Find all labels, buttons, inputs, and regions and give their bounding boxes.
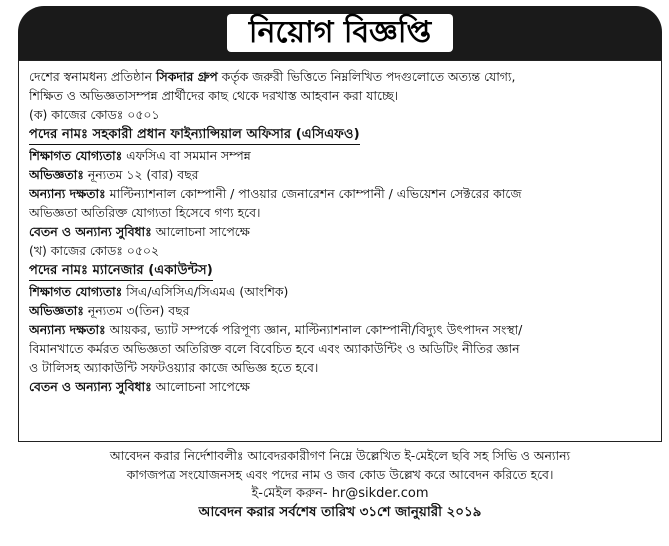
content-box [18,60,662,442]
job1-experience [29,165,651,184]
email-label: ই-মেইল করুন- [251,486,332,501]
job2-salary [29,377,651,396]
label: শিক্ষাগত যোগ্যতাঃ [29,148,123,163]
job2-code: (খ) কাজের কোডঃ ০৫০২ [29,243,159,258]
deadline: আবেদন করার সর্বশেষ তারিখ ৩১শে জানুয়ারী ২০১৯ [198,505,482,520]
job2-skills-cont: ও টালিসহ অ্যাকাউন্টি সফটওয়্যার কাজে অভিজ্ঞ হতে হবে। [29,360,319,375]
job2-experience [29,301,651,320]
email-link[interactable]: hr@sikder.com [331,486,429,501]
intro-text: দেশের স্বনামধন্য প্রতিষ্ঠান [29,69,156,84]
value: মাল্টিন্যাশনাল কোম্পানী / পাওয়ার জেনারেশন কোম্পানী / এভিয়েশন সেক্টরের কাজে [105,186,522,201]
intro-line-2: শিক্ষিত ও অভিজ্ঞতাসম্পন্ন প্রার্থীদের কাছ থেকে দরখাস্ত আহবান করা যাচ্ছে। [29,88,399,103]
value: নূন্যতম ৩(তিন) বছর [83,303,190,318]
value: নূন্যতম ১২ (বার) বছর [83,167,199,182]
instruction-line-1: আবেদন করার নির্দেশাবলীঃ আবেদরকারীগণ নিম্নে উল্লেখিত ই-মেইলে ছবি সহ সিভি ও অন্যান্য [109,448,571,463]
value: আলোচনা সাপেক্ষে [151,379,250,394]
page-title: নিয়োগ বিজ্ঞপ্তি [227,14,453,52]
email-line [18,484,662,503]
value: সিএ/এসিসিএ/সিএমএ (আংশিক) [122,284,289,299]
intro-line-1 [29,67,651,86]
job1-skills [29,184,651,203]
intro-text: কর্তৃক জরুরী ভিত্তিতে নিম্নলিখিত পদগুলোতে অত্যন্ত যোগ্য, [217,69,516,84]
label: অন্যান্য দক্ষতাঃ [29,186,106,201]
job1-education [29,146,651,165]
header-banner [18,6,662,60]
value: আলোচনা সাপেক্ষে [151,224,250,239]
job2-skills-cont: বিমানখাতে কর্মরত অভিজ্ঞতা অতিরিক্ত বলে বিবেচিত হবে এবং অ্যাকাউন্টিং ও অডিটিং নীতির জ্ঞান [29,341,520,356]
label: অভিজ্ঞতাঃ [29,303,84,318]
job1-title: পদের নামঃ সহকারী প্রধান ফাইন্যান্সিয়াল অফিসার (এসিএফও) [29,126,360,145]
company-name: সিকদার গ্রুপ [155,69,218,84]
value: আয়কর, ভ্যাট সম্পর্কে পরিপূণ্য জ্ঞান, মাল্টিন্যাশনাল কোম্পানী/বিদ্যুৎ উৎপাদন সংস্থা/ [105,322,523,337]
job2-skills [29,320,651,339]
label: শিক্ষাগত যোগ্যতাঃ [29,284,123,299]
label: বেতন ও অন্যান্য সুবিধাঃ [29,379,152,394]
job1-code: (ক) কাজের কোডঃ ০৫০১ [29,107,160,122]
label: অভিজ্ঞতাঃ [29,167,84,182]
job1-skills-cont: অভিজ্ঞতা অতিরিক্ত যোগ্যতা হিসেবে গণ্য হবে। [29,205,261,220]
application-instructions [18,446,662,542]
label: বেতন ও অন্যান্য সুবিধাঃ [29,224,152,239]
job2-education [29,282,651,301]
label: অন্যান্য দক্ষতাঃ [29,322,106,337]
value: এফসিএ বা সমমান সম্পন্ন [122,148,251,163]
job1-salary [29,222,651,241]
instruction-line-2: কাগজপত্র সংযোজনসহ এবং পদের নাম ও জব কোড উল্লেখ করে আবেদন করিতে হবে। [126,467,554,482]
job2-title: পদের নামঃ ম্যানেজার (একাউন্টস) [29,262,213,281]
